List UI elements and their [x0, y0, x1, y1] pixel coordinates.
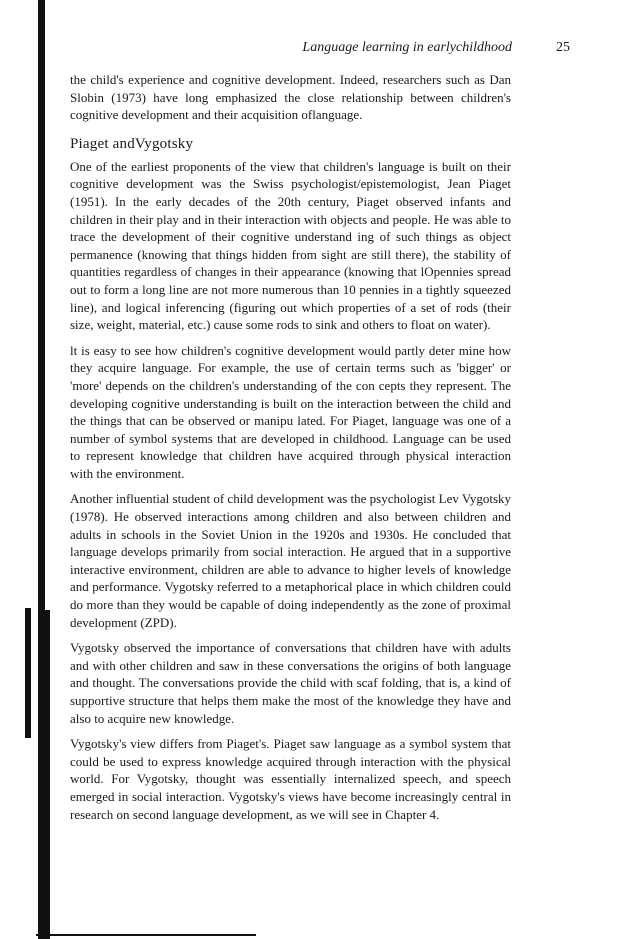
- binding-edge-mark: [25, 608, 31, 738]
- intro-paragraph: the child's experience and cognitive development. Indeed, researchers such as Dan Slobin (1973) have long emphasized the close relationship between children's cognitive development and their acquisition oflanguage.: [70, 72, 511, 123]
- paragraph-piaget: One of the earliest proponents of the view that children's language is built on their cognitive development was the Swiss psychologist/epistemologist, Jean Piaget (1951). In the early decades of the 20th century, Piaget observed infants and children in their play and in their interaction with objects and people. He was able to trace the development of their cognitive understand ing of such things as object permanence (knowing that things hidden from sight are still there), the stability of quantities regardless of changes in their appearance (knowing that lOpennies spread out to form a long line are not more numerous than 10 pennies in a tightly squeezed line), and logical inferencing (figuring out which properties of a set of rods (their size, weight, material, etc.) cause some rods to sink and others to float on water).: [70, 158, 511, 333]
- footer-rule: [36, 934, 256, 936]
- page-header: [70, 40, 570, 60]
- page-body: [70, 71, 511, 831]
- paragraph-vygotsky: Another influential student of child development was the psychologist Lev Vygotsky (1978). He observed interactions among children and also between children and adults in schools in the Soviet Union in the 1920s and 1930s. He concluded that language develops primarily from social interaction. He argued that in a supportive interactive environment, children are able to advance to higher levels of knowledge and performance. Vygotsky referred to a metaphorical place in which children could do more than they would be capable of doing independently as the zone of proximal development (ZPD).: [70, 491, 511, 630]
- page-number: 25: [556, 40, 570, 55]
- binding-edge-bar-lower: [38, 610, 50, 939]
- paragraph-conversations: Vygotsky observed the importance of conversations that children have with adults and with other children and saw in these conversations the origins of both language and thought. The conversations provide the child with scaf folding, that is, a kind of supportive structure that helps them make the most of the knowledge they have and also to acquire new knowledge.: [70, 640, 511, 726]
- paragraph-cognitive: lt is easy to see how children's cognitive development would partly deter mine how they acquire language. For example, the use of certain terms such as 'bigger' or 'more' depends on the children's understanding of the con cepts they represent. The developing cognitive understanding is built on the interaction between the child and the things that can be observed or manipu lated. For Piaget, language was one of a number of symbol systems that are developed in childhood. Language can be used to represent knowledge that children have acquired through physical interaction with the environment.: [70, 342, 511, 481]
- section-heading: Piaget andVygotsky: [70, 135, 194, 152]
- running-head: Language learning in earlychildhood: [302, 40, 512, 55]
- paragraph-comparison: Vygotsky's view differs from Piaget's. Piaget saw language as a symbol system that could be used to express knowledge acquired through interaction with the physical world. For Vygotsky, thought was essentially internalized speech, and speech emerged in social interaction. Vygotsky's views have become increasingly central in research on second language development, as we will see in Chapter 4.: [70, 736, 511, 822]
